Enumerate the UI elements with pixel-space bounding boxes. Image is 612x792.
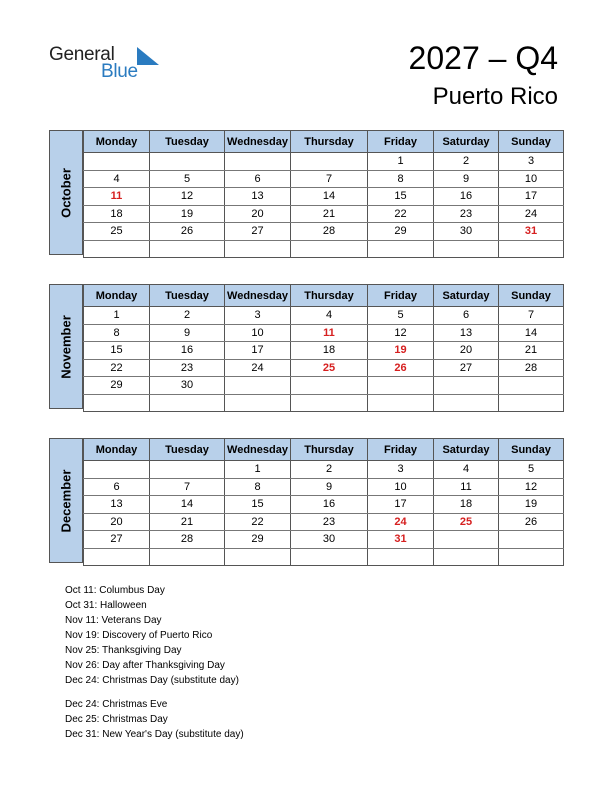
empty-day-cell [291, 153, 368, 171]
empty-day-cell [150, 548, 225, 566]
day-cell: 2 [291, 461, 368, 479]
weekday-header: Wednesday [225, 439, 291, 461]
week-row [84, 359, 564, 377]
day-cell: 10 [225, 324, 291, 342]
day-cell: 29 [225, 531, 291, 549]
day-cell: 2 [434, 153, 499, 171]
day-cell: 16 [434, 188, 499, 206]
day-cell: 7 [150, 478, 225, 496]
day-cell: 1 [368, 153, 434, 171]
day-cell: 4 [291, 307, 368, 325]
day-cell: 23 [150, 359, 225, 377]
day-cell: 4 [434, 461, 499, 479]
day-cell: 17 [368, 496, 434, 514]
day-cell: 9 [291, 478, 368, 496]
day-cell: 6 [434, 307, 499, 325]
empty-day-cell [434, 394, 499, 412]
day-cell: 14 [150, 496, 225, 514]
day-cell: 31 [499, 223, 564, 241]
day-cell: 18 [84, 205, 150, 223]
day-cell: 27 [225, 223, 291, 241]
holiday-list [65, 583, 244, 742]
day-cell: 4 [84, 170, 150, 188]
weekday-header: Tuesday [150, 439, 225, 461]
weekday-header: Friday [368, 439, 434, 461]
empty-day-cell [368, 548, 434, 566]
week-row [84, 205, 564, 223]
weekday-header: Sunday [499, 439, 564, 461]
empty-day-cell [434, 377, 499, 395]
holiday-item: Oct 31: Halloween [65, 600, 147, 611]
day-cell: 13 [84, 496, 150, 514]
day-cell: 16 [150, 342, 225, 360]
empty-day-cell [150, 461, 225, 479]
holiday-list-gap [65, 688, 244, 697]
holiday-item: Dec 24: Christmas Day (substitute day) [65, 675, 239, 686]
region-title: Puerto Rico [432, 83, 558, 110]
day-cell: 20 [434, 342, 499, 360]
empty-day-cell [368, 377, 434, 395]
day-cell: 1 [84, 307, 150, 325]
empty-day-cell [368, 394, 434, 412]
month-grid [83, 130, 564, 258]
day-cell: 21 [150, 513, 225, 531]
empty-day-cell [150, 240, 225, 258]
day-cell: 9 [150, 324, 225, 342]
week-row [84, 188, 564, 206]
weekday-header: Tuesday [150, 285, 225, 307]
day-cell: 23 [434, 205, 499, 223]
day-cell: 24 [368, 513, 434, 531]
day-cell: 29 [368, 223, 434, 241]
weekday-header: Friday [368, 285, 434, 307]
empty-day-cell [434, 531, 499, 549]
holiday-item: Dec 24: Christmas Eve [65, 699, 168, 710]
day-cell: 30 [434, 223, 499, 241]
day-cell: 15 [225, 496, 291, 514]
day-cell: 23 [291, 513, 368, 531]
holiday-item: Dec 31: New Year's Day (substitute day) [65, 729, 244, 740]
week-row [84, 223, 564, 241]
day-cell: 8 [225, 478, 291, 496]
week-row [84, 342, 564, 360]
day-cell: 28 [291, 223, 368, 241]
empty-day-cell [84, 548, 150, 566]
empty-day-cell [225, 240, 291, 258]
empty-day-cell [225, 548, 291, 566]
empty-day-cell [434, 240, 499, 258]
empty-day-cell [84, 394, 150, 412]
day-cell: 5 [499, 461, 564, 479]
day-cell: 8 [368, 170, 434, 188]
day-cell: 29 [84, 377, 150, 395]
weekday-header: Thursday [291, 131, 368, 153]
day-cell: 25 [434, 513, 499, 531]
empty-day-cell [225, 153, 291, 171]
holiday-item: Oct 11: Columbus Day [65, 585, 165, 596]
week-row [84, 307, 564, 325]
empty-day-cell [499, 394, 564, 412]
empty-day-cell [225, 394, 291, 412]
day-cell: 15 [84, 342, 150, 360]
empty-day-cell [291, 240, 368, 258]
day-cell: 20 [225, 205, 291, 223]
day-cell: 26 [499, 513, 564, 531]
day-cell: 11 [434, 478, 499, 496]
day-cell: 3 [499, 153, 564, 171]
week-row [84, 496, 564, 514]
empty-day-cell [84, 153, 150, 171]
day-cell: 22 [368, 205, 434, 223]
day-cell: 25 [84, 223, 150, 241]
month-label: October [58, 167, 74, 218]
weekday-header: Monday [84, 285, 150, 307]
holiday-item: Nov 25: Thanksgiving Day [65, 645, 182, 656]
day-cell: 9 [434, 170, 499, 188]
day-cell: 5 [368, 307, 434, 325]
empty-day-cell [225, 377, 291, 395]
empty-day-cell [291, 548, 368, 566]
weekday-header: Sunday [499, 285, 564, 307]
day-cell: 30 [291, 531, 368, 549]
day-cell: 7 [291, 170, 368, 188]
day-cell: 16 [291, 496, 368, 514]
empty-day-cell [499, 548, 564, 566]
empty-day-cell [434, 548, 499, 566]
day-cell: 8 [84, 324, 150, 342]
day-cell: 5 [150, 170, 225, 188]
day-cell: 26 [368, 359, 434, 377]
empty-day-cell [368, 240, 434, 258]
weekday-header: Saturday [434, 131, 499, 153]
day-cell: 10 [368, 478, 434, 496]
day-cell: 15 [368, 188, 434, 206]
day-cell: 1 [225, 461, 291, 479]
day-cell: 17 [499, 188, 564, 206]
day-cell: 19 [368, 342, 434, 360]
empty-day-cell [499, 531, 564, 549]
brand-logo [49, 44, 149, 84]
empty-day-cell [150, 153, 225, 171]
week-row [84, 461, 564, 479]
day-cell: 28 [499, 359, 564, 377]
week-row [84, 531, 564, 549]
day-cell: 2 [150, 307, 225, 325]
day-cell: 22 [225, 513, 291, 531]
logo-triangle-icon [137, 47, 159, 65]
empty-day-cell [499, 240, 564, 258]
page-title: 2027 – Q4 [408, 40, 558, 76]
day-cell: 24 [225, 359, 291, 377]
month-label: November [58, 314, 74, 379]
weekday-header: Friday [368, 131, 434, 153]
week-row [84, 394, 564, 412]
holiday-item: Dec 25: Christmas Day [65, 714, 168, 725]
day-cell: 26 [150, 223, 225, 241]
day-cell: 12 [499, 478, 564, 496]
week-row [84, 240, 564, 258]
month-grid [83, 438, 564, 566]
day-cell: 7 [499, 307, 564, 325]
empty-day-cell [291, 377, 368, 395]
day-cell: 28 [150, 531, 225, 549]
day-cell: 10 [499, 170, 564, 188]
weekday-header: Monday [84, 439, 150, 461]
holiday-item: Nov 26: Day after Thanksgiving Day [65, 660, 225, 671]
month-grid [83, 284, 564, 412]
day-cell: 18 [291, 342, 368, 360]
holiday-item: Nov 11: Veterans Day [65, 615, 162, 626]
weekday-header: Tuesday [150, 131, 225, 153]
weekday-header: Thursday [291, 285, 368, 307]
weekday-header: Sunday [499, 131, 564, 153]
day-cell: 20 [84, 513, 150, 531]
day-cell: 3 [368, 461, 434, 479]
week-row [84, 548, 564, 566]
week-row [84, 377, 564, 395]
day-cell: 11 [291, 324, 368, 342]
day-cell: 6 [84, 478, 150, 496]
day-cell: 14 [291, 188, 368, 206]
day-cell: 22 [84, 359, 150, 377]
week-row [84, 170, 564, 188]
day-cell: 24 [499, 205, 564, 223]
month-label-panel [49, 438, 83, 563]
week-row [84, 513, 564, 531]
weekday-header: Wednesday [225, 285, 291, 307]
day-cell: 3 [225, 307, 291, 325]
empty-day-cell [84, 461, 150, 479]
day-cell: 21 [291, 205, 368, 223]
day-cell: 27 [84, 531, 150, 549]
day-cell: 14 [499, 324, 564, 342]
weekday-header: Saturday [434, 439, 499, 461]
day-cell: 19 [499, 496, 564, 514]
week-row [84, 324, 564, 342]
holiday-item: Nov 19: Discovery of Puerto Rico [65, 630, 213, 641]
day-cell: 17 [225, 342, 291, 360]
day-cell: 30 [150, 377, 225, 395]
empty-day-cell [150, 394, 225, 412]
month-label: December [58, 469, 74, 532]
weekday-header: Thursday [291, 439, 368, 461]
day-cell: 13 [225, 188, 291, 206]
empty-day-cell [499, 377, 564, 395]
week-row [84, 478, 564, 496]
brand-word-blue: Blue [101, 61, 138, 82]
day-cell: 12 [368, 324, 434, 342]
day-cell: 25 [291, 359, 368, 377]
empty-day-cell [291, 394, 368, 412]
day-cell: 21 [499, 342, 564, 360]
month-label-panel [49, 284, 83, 409]
month-label-panel [49, 130, 83, 255]
day-cell: 31 [368, 531, 434, 549]
day-cell: 13 [434, 324, 499, 342]
brand-word-general: General [49, 44, 115, 65]
empty-day-cell [84, 240, 150, 258]
day-cell: 12 [150, 188, 225, 206]
day-cell: 11 [84, 188, 150, 206]
weekday-header: Wednesday [225, 131, 291, 153]
day-cell: 19 [150, 205, 225, 223]
week-row [84, 153, 564, 171]
day-cell: 27 [434, 359, 499, 377]
day-cell: 18 [434, 496, 499, 514]
weekday-header: Monday [84, 131, 150, 153]
day-cell: 6 [225, 170, 291, 188]
weekday-header: Saturday [434, 285, 499, 307]
